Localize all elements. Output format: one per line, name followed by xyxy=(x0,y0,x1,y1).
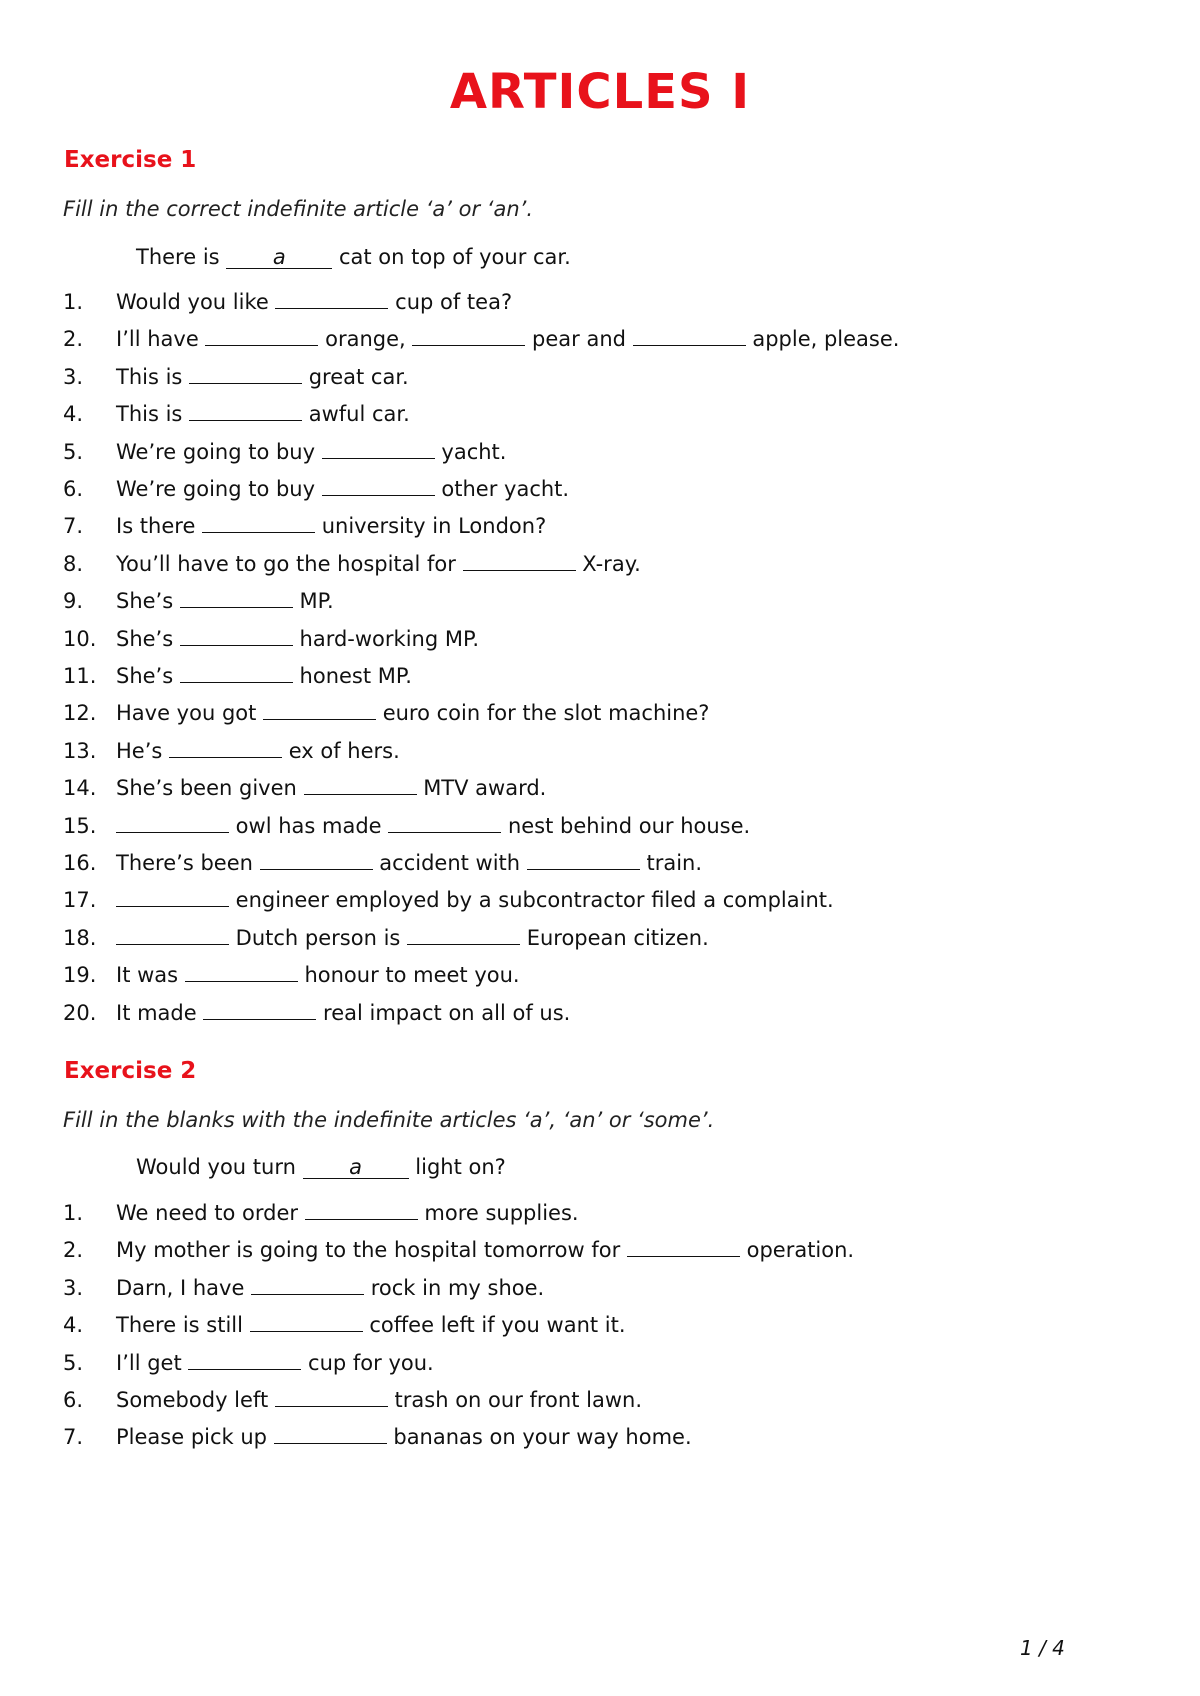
sentence-fragment: She’s xyxy=(116,589,180,614)
page-number: 1 / 4 xyxy=(1020,1636,1065,1660)
item-sentence xyxy=(116,1425,692,1449)
answer-blank[interactable] xyxy=(188,1351,301,1370)
item-number: 2. xyxy=(63,1238,84,1263)
item-number: 9. xyxy=(63,589,84,614)
exercise-1-instruction: Fill in the correct indefinite article ‘a’ or ‘an’. xyxy=(63,197,533,221)
answer-blank[interactable] xyxy=(185,963,298,982)
sentence-fragment: There’s been xyxy=(116,851,260,875)
item-sentence xyxy=(116,1276,544,1300)
sentence-fragment: accident with xyxy=(372,851,527,875)
answer-blank[interactable] xyxy=(260,851,373,870)
answer-blank[interactable] xyxy=(627,1238,740,1257)
answer-blank[interactable] xyxy=(388,814,501,833)
item-sentence xyxy=(116,589,334,613)
item-number: 7. xyxy=(63,1425,84,1450)
example-answer: a xyxy=(226,246,332,269)
item-sentence xyxy=(116,739,400,763)
item-sentence xyxy=(116,1201,579,1225)
sentence-fragment: MP. xyxy=(292,589,334,614)
item-number: 16. xyxy=(63,851,97,875)
item-number: 18. xyxy=(63,925,97,950)
sentence-fragment: hard-working MP. xyxy=(292,626,480,651)
answer-blank[interactable] xyxy=(304,776,417,795)
sentence-fragment: I’ll get xyxy=(116,1350,189,1375)
sentence-fragment: trash on our front lawn. xyxy=(387,1388,642,1412)
sentence-fragment: My mother is going to the hospital tomorrow for xyxy=(116,1238,627,1263)
answer-blank[interactable] xyxy=(116,926,229,945)
item-number: 3. xyxy=(63,364,84,389)
item-number: 8. xyxy=(63,551,84,576)
answer-blank[interactable] xyxy=(116,888,229,907)
sentence-fragment: MTV award. xyxy=(416,776,547,801)
item-sentence xyxy=(116,926,709,950)
sentence-fragment: honest MP. xyxy=(292,664,412,688)
sentence-fragment: Would you like xyxy=(116,290,276,314)
answer-blank[interactable] xyxy=(275,1388,388,1407)
example-answer: a xyxy=(303,1156,409,1179)
answer-blank[interactable] xyxy=(169,739,282,758)
item-number: 7. xyxy=(63,514,84,539)
answer-blank[interactable] xyxy=(274,1425,387,1444)
answer-blank[interactable] xyxy=(527,851,640,870)
sentence-fragment: rock in my shoe. xyxy=(364,1275,545,1300)
item-number: 12. xyxy=(63,701,97,726)
item-number: 1. xyxy=(63,1201,84,1225)
example-text-before: There is xyxy=(136,245,227,269)
item-number: 4. xyxy=(63,1313,84,1338)
answer-blank[interactable] xyxy=(322,440,435,459)
sentence-fragment: other yacht. xyxy=(434,477,570,501)
page-title: ARTICLES I xyxy=(449,64,751,120)
sentence-fragment: nest behind our house. xyxy=(501,813,751,838)
answer-blank[interactable] xyxy=(189,402,302,421)
item-number: 2. xyxy=(63,327,84,352)
example-text-after: light on? xyxy=(408,1155,506,1179)
item-sentence xyxy=(116,402,410,426)
answer-blank[interactable] xyxy=(203,1001,316,1020)
exercise-1-example xyxy=(136,245,571,269)
sentence-fragment: real impact on all of us. xyxy=(316,1000,571,1025)
sentence-fragment: engineer employed by a subcontractor filed a complaint. xyxy=(229,888,834,913)
item-number: 3. xyxy=(63,1275,84,1300)
sentence-fragment: We’re going to buy xyxy=(116,477,322,501)
sentence-fragment: great car. xyxy=(302,364,409,389)
sentence-fragment: This is xyxy=(116,402,190,427)
answer-blank[interactable] xyxy=(305,1201,418,1220)
answer-blank[interactable] xyxy=(180,627,293,646)
item-sentence xyxy=(116,888,834,912)
sentence-fragment: coffee left if you want it. xyxy=(362,1313,626,1338)
item-sentence xyxy=(116,851,702,875)
item-number: 17. xyxy=(63,888,97,913)
answer-blank[interactable] xyxy=(263,701,376,720)
sentence-fragment: yacht. xyxy=(434,439,507,464)
sentence-fragment: cup of tea? xyxy=(388,290,513,314)
sentence-fragment: bananas on your way home. xyxy=(386,1425,692,1450)
sentence-fragment: Dutch person is xyxy=(229,925,408,950)
item-sentence xyxy=(116,1351,434,1375)
item-number: 5. xyxy=(63,1350,84,1375)
exercise-2-heading: Exercise 2 xyxy=(64,1058,197,1084)
sentence-fragment: Please pick up xyxy=(116,1425,274,1450)
item-sentence xyxy=(116,1313,626,1337)
item-sentence xyxy=(116,477,569,501)
sentence-fragment: It was xyxy=(116,963,185,988)
item-sentence xyxy=(116,1001,570,1025)
item-number: 10. xyxy=(63,626,97,651)
sentence-fragment: train. xyxy=(639,851,703,875)
item-sentence xyxy=(116,814,750,838)
sentence-fragment: ex of hers. xyxy=(282,738,400,763)
sentence-fragment: pear and xyxy=(525,327,633,352)
sentence-fragment: orange, xyxy=(318,327,413,352)
answer-blank[interactable] xyxy=(251,1276,364,1295)
item-number: 13. xyxy=(63,738,97,763)
item-number: 6. xyxy=(63,477,84,501)
item-number: 15. xyxy=(63,813,97,838)
sentence-fragment: I’ll have xyxy=(116,327,206,352)
answer-blank[interactable] xyxy=(180,664,293,683)
example-text-after: cat on top of your car. xyxy=(332,245,571,269)
sentence-fragment: euro coin for the slot machine? xyxy=(376,701,710,726)
sentence-fragment: This is xyxy=(116,364,190,389)
sentence-fragment: operation. xyxy=(739,1238,855,1263)
item-number: 14. xyxy=(63,776,97,801)
item-sentence xyxy=(116,963,520,987)
sentence-fragment: There is still xyxy=(116,1313,250,1338)
sentence-fragment: Have you got xyxy=(116,701,264,726)
answer-blank[interactable] xyxy=(412,327,525,346)
item-sentence xyxy=(116,664,412,688)
item-sentence xyxy=(116,327,899,351)
answer-blank[interactable] xyxy=(180,589,293,608)
sentence-fragment: We need to order xyxy=(116,1201,305,1225)
item-number: 20. xyxy=(63,1000,97,1025)
item-number: 11. xyxy=(63,664,97,688)
sentence-fragment: She’s xyxy=(116,626,180,651)
sentence-fragment: university in London? xyxy=(315,514,547,539)
item-number: 5. xyxy=(63,439,84,464)
item-sentence xyxy=(116,776,546,800)
sentence-fragment: honour to meet you. xyxy=(297,963,520,988)
item-number: 6. xyxy=(63,1388,84,1412)
answer-blank[interactable] xyxy=(463,552,576,571)
item-sentence xyxy=(116,1238,854,1262)
sentence-fragment: Somebody left xyxy=(116,1388,275,1412)
sentence-fragment: She’s xyxy=(116,664,180,688)
item-sentence xyxy=(116,440,506,464)
item-sentence xyxy=(116,552,641,576)
sentence-fragment: It made xyxy=(116,1000,204,1025)
sentence-fragment: more supplies. xyxy=(417,1201,579,1225)
answer-blank[interactable] xyxy=(322,477,435,496)
item-sentence xyxy=(116,701,709,725)
sentence-fragment: X-ray. xyxy=(575,551,641,576)
sentence-fragment: He’s xyxy=(116,738,170,763)
item-number: 4. xyxy=(63,402,84,427)
sentence-fragment: We’re going to buy xyxy=(116,439,322,464)
sentence-fragment: Is there xyxy=(116,514,203,539)
item-sentence xyxy=(116,290,512,314)
answer-blank[interactable] xyxy=(633,327,746,346)
answer-blank[interactable] xyxy=(275,290,388,309)
item-sentence xyxy=(116,627,479,651)
answer-blank[interactable] xyxy=(205,327,318,346)
answer-blank[interactable] xyxy=(407,926,520,945)
item-sentence xyxy=(116,1388,642,1412)
item-number: 19. xyxy=(63,963,97,988)
sentence-fragment: awful car. xyxy=(302,402,410,427)
answer-blank[interactable] xyxy=(250,1313,363,1332)
sentence-fragment: owl has made xyxy=(229,813,389,838)
answer-blank[interactable] xyxy=(189,365,302,384)
sentence-fragment: apple, please. xyxy=(745,327,900,352)
item-sentence xyxy=(116,514,546,538)
answer-blank[interactable] xyxy=(116,814,229,833)
item-number: 1. xyxy=(63,290,84,314)
item-sentence xyxy=(116,365,409,389)
example-text-before: Would you turn xyxy=(136,1155,303,1179)
exercise-1-heading: Exercise 1 xyxy=(64,147,197,173)
exercise-2-example xyxy=(136,1155,506,1179)
exercise-2-instruction: Fill in the blanks with the indefinite articles ‘a’, ‘an’ or ‘some’. xyxy=(63,1108,715,1132)
sentence-fragment: She’s been given xyxy=(116,776,304,801)
sentence-fragment: You’ll have to go the hospital for xyxy=(116,551,463,576)
sentence-fragment: Darn, I have xyxy=(116,1275,252,1300)
sentence-fragment: cup for you. xyxy=(301,1350,434,1375)
answer-blank[interactable] xyxy=(202,514,315,533)
sentence-fragment: European citizen. xyxy=(520,925,709,950)
